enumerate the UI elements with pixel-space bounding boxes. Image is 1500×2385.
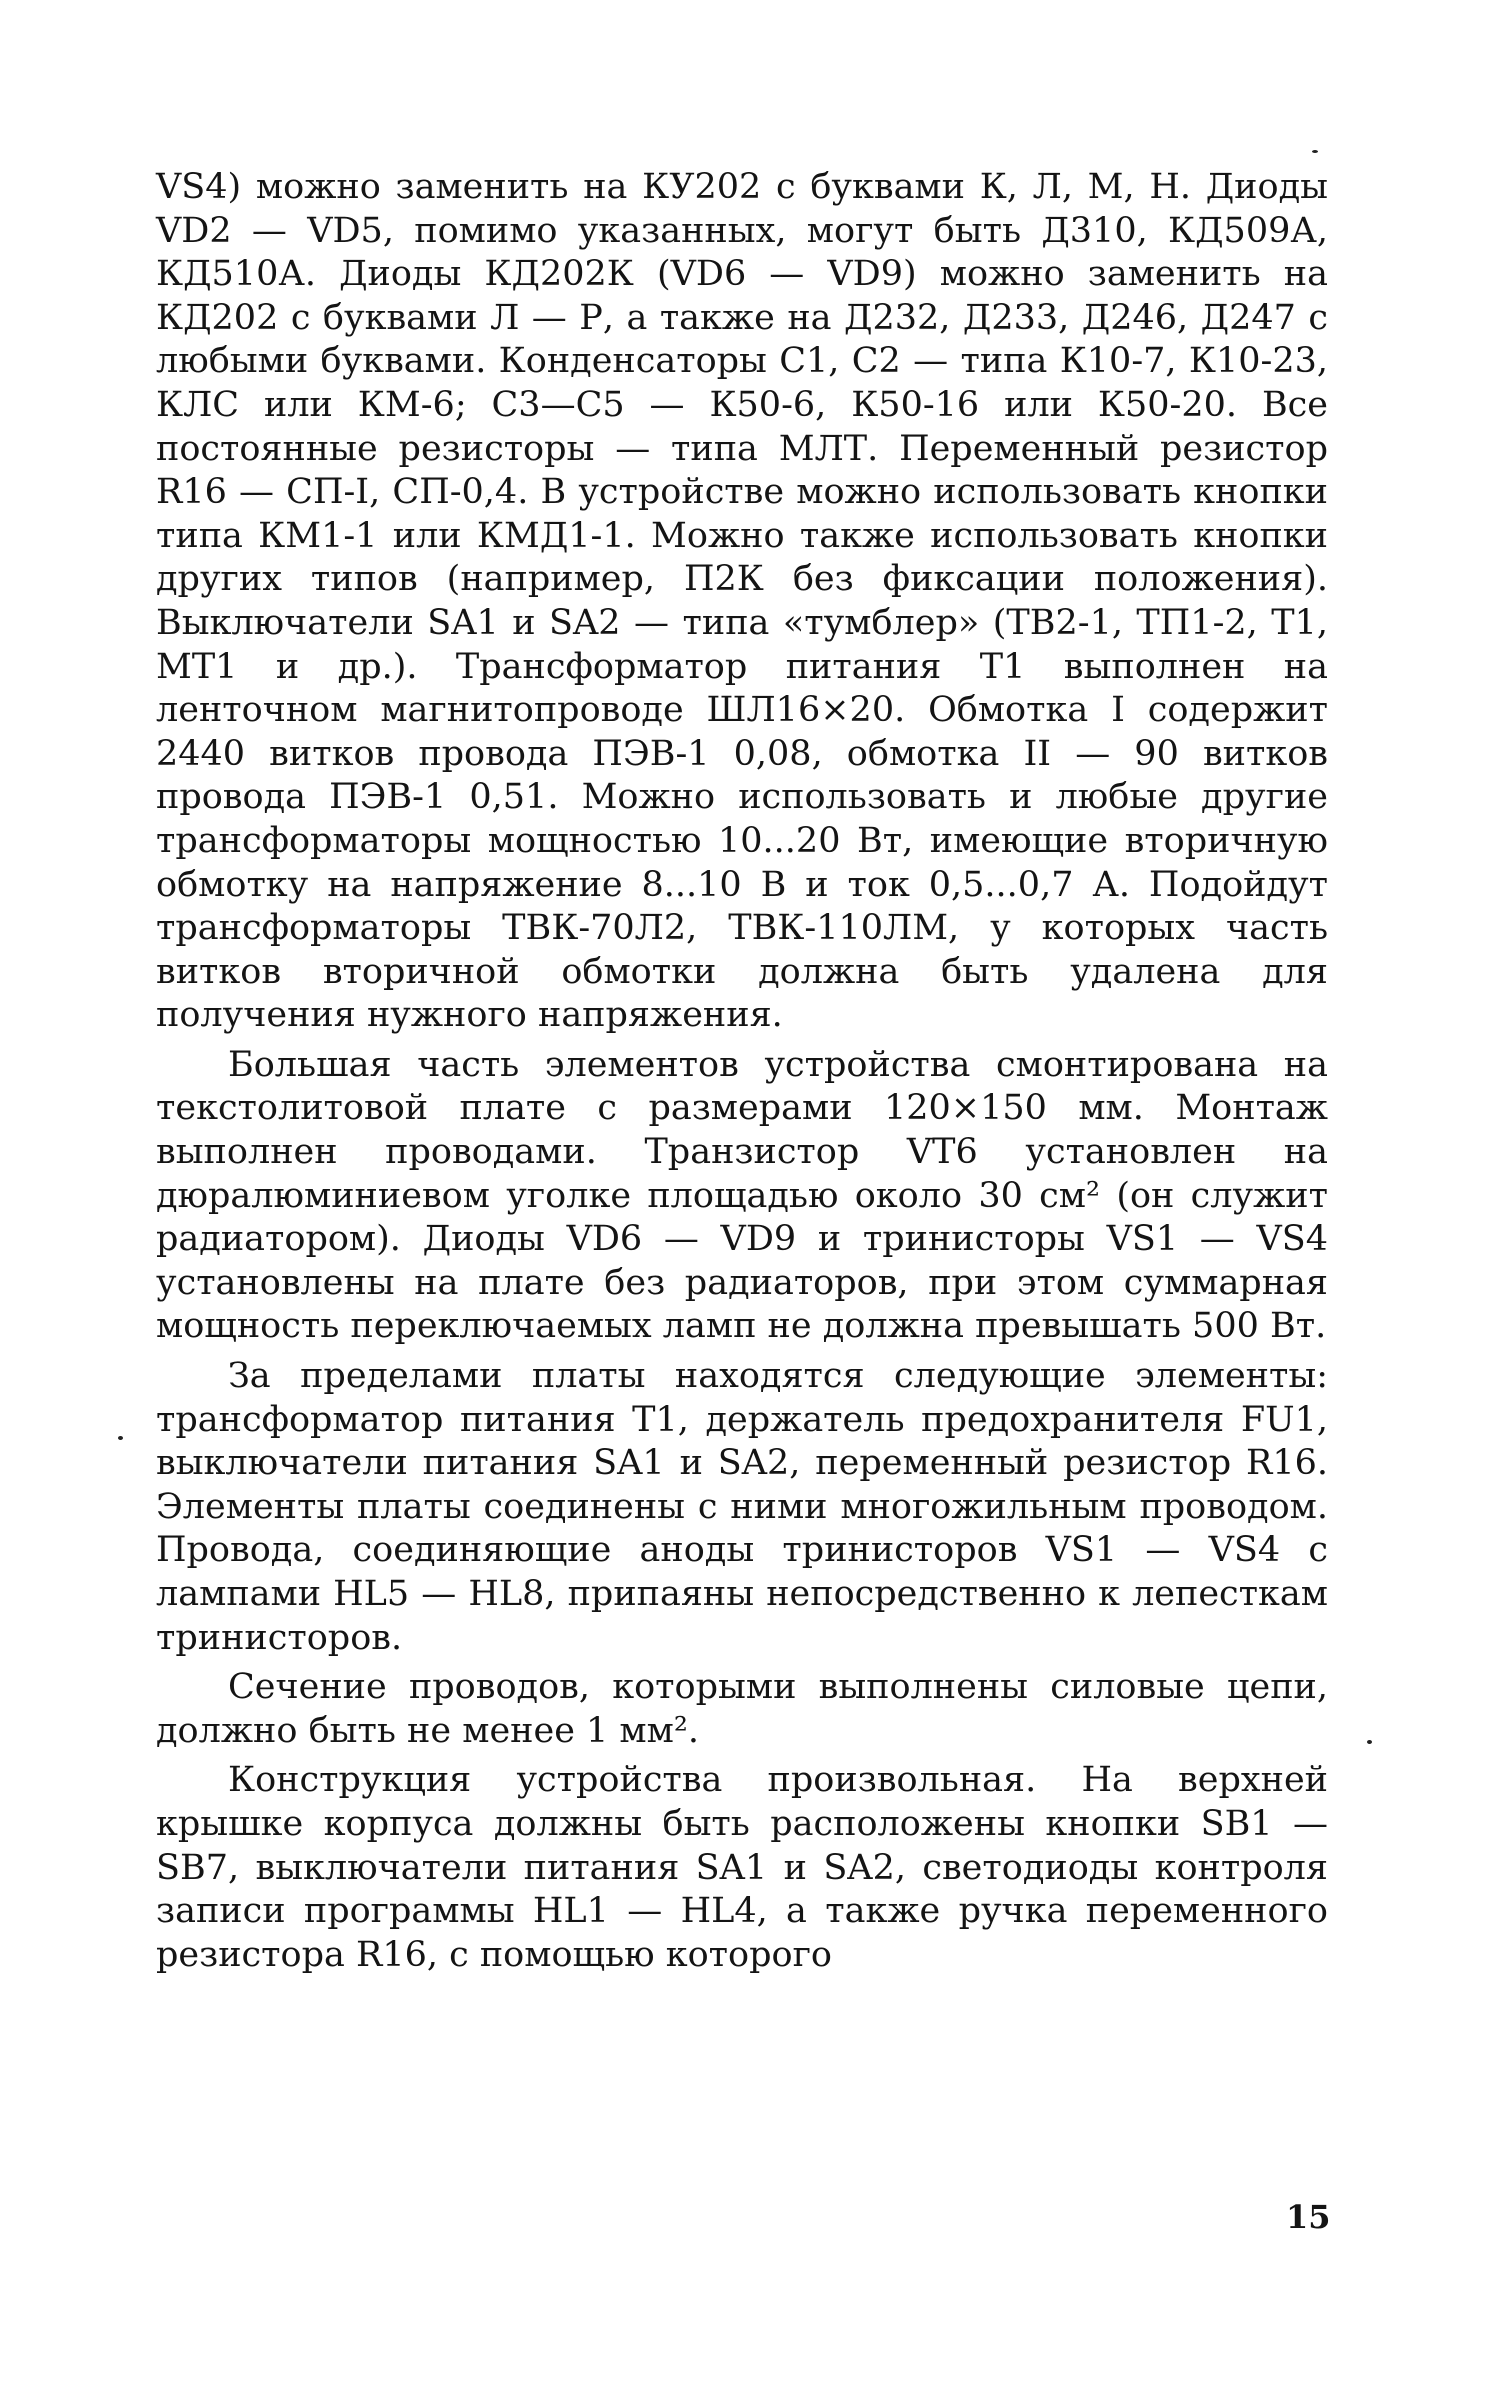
paragraph-3: За пределами платы находятся следующие элементы: трансформатор питания Т1, держатель предохранителя FU1, выключатели питания SA1 и SA2, переменный резистор R16. Элементы платы соединены с ними многожильным проводом. Провода, соединяющие аноды тринисторов VS1 — VS4 с лампами HL5 — HL8, припаяны непосредственно к лепесткам тринисторов. — [156, 1356, 1328, 1658]
scan-speck — [118, 1436, 123, 1440]
page-number: 15 — [1286, 2198, 1331, 2236]
paragraph-5: Конструкция устройства произвольная. На верхней крышке корпуса должны быть расположены кнопки SB1 — SB7, выключатели питания SA1 и SA2, светодиоды контроля записи программы HL1 — HL4, а также ручка переменного резистора R16, с помощью которого — [156, 1760, 1328, 1975]
page-body — [156, 166, 1328, 2226]
paragraph-1: VS4) можно заменить на КУ202 с буквами К, Л, М, Н. Диоды VD2 — VD5, помимо указанных, могут быть Д310, КД509А, КД510А. Диоды КД202К (VD6 — VD9) можно заменить на КД202 с буквами Л — Р, а также на Д232, Д233, Д246, Д247 с любыми буквами. Конденсаторы С1, С2 — типа К10-7, К10-23, КЛС или КМ-6; С3—С5 — К50-6, К50-16 или К50-20. Все постоянные резисторы — типа МЛТ. Переменный резистор R16 — СП-I, СП-0,4. В устройстве можно использовать кнопки типа КМ1-1 или КМД1-1. Можно также использовать кнопки других типов (например, П2К без фиксации положения). Выключатели SA1 и SA2 — типа «тумблер» (ТВ2-1, ТП1-2, Т1, МТ1 и др.). Трансформатор питания Т1 выполнен на ленточном магнитопроводе ШЛ16×20. Обмотка I содержит 2440 витков провода ПЭВ-1 0,08, обмотка II — 90 витков провода ПЭВ-1 0,51. Можно использовать и любые другие трансформаторы мощностью 10...20 Вт, имеющие вторичную обмотку на напряжение 8...10 В и ток 0,5...0,7 А. Подойдут трансформаторы ТВК-70Л2, ТВК-110ЛМ, у которых часть витков вторичной обмотки должна быть удалена для получения нужного напряжения. — [156, 167, 1328, 1036]
paragraph-2: Большая часть элементов устройства смонтирована на текстолитовой плате с размерами 120×150 мм. Монтаж выполнен проводами. Транзистор VT6 установлен на дюралюминиевом уголке площадью около 30 см² (он служит радиатором). Диоды VD6 — VD9 и тринисторы VS1 — VS4 установлены на плате без радиаторов, при этом суммарная мощность переключаемых ламп не должна превышать 500 Вт. — [156, 1044, 1328, 1347]
scan-speck — [1367, 1740, 1372, 1744]
paragraph-4: Сечение проводов, которыми выполнены силовые цепи, должно быть не менее 1 мм². — [156, 1667, 1328, 1751]
scan-speck — [1312, 150, 1318, 153]
